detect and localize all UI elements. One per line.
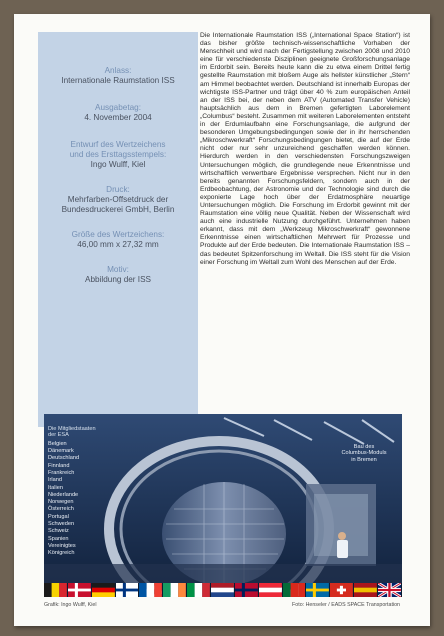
member-country: Schweiz [48,528,69,535]
photo-credit: Foto: Henseler / EADS SPACE Transportation [292,602,400,608]
columbus-caption-line: Bau des [353,444,375,450]
columbus-caption-line: Columbus-Moduls [341,450,387,457]
info-label: Anlass: [104,66,132,75]
info-label: und des Ersttagsstempels: [69,150,167,159]
flag-frankreich-icon [139,583,163,597]
esa-members-heading [48,426,128,439]
member-country: Niederlande [48,491,79,498]
flag-finnland-icon [116,583,140,597]
flag-irland-icon [163,583,187,597]
info-value: Bundesdruckerei GmbH, Berlin [61,205,175,214]
flag-niederlande-icon [211,583,235,597]
members-heading-line: Die Mitgliedstaaten [48,426,96,432]
flag-norwegen-icon [235,583,259,597]
member-country: Dänemark [48,448,74,455]
member-country: Finnland [48,462,70,469]
esa-members-list [48,441,128,558]
info-label: Entwurf des Wertzeichens [70,140,166,149]
flag-vereinigtes-königreich-icon [378,583,402,597]
flag-österreich-icon [259,583,283,597]
member-country: Deutschland [48,455,80,462]
info-block [38,185,198,215]
member-country: Königreich [48,550,75,557]
info-label: Größe des Wertzeichens: [71,230,165,239]
info-value: Abbildung der ISS [85,275,151,284]
member-country: Portugal [48,513,69,520]
flag-deutschland-icon [92,583,116,597]
info-value: Internationale Raumstation ISS [61,76,175,85]
member-country: Belgien [48,440,67,447]
member-country: Norwegen [48,499,74,506]
info-label: Ausgabetag: [95,103,141,112]
info-block [38,265,198,285]
info-value: Ingo Wulff, Kiel [90,160,146,169]
graphic-credit: Grafik: Ingo Wulff, Kiel [44,602,97,608]
info-value: 4. November 2004 [84,113,152,122]
flag-spanien-icon [354,583,378,597]
member-country: Spanien [48,535,69,542]
flag-schweden-icon [306,583,330,597]
article-text: Die Internationale Raumstation ISS („International Space Station“) ist das bisher größte technisch-wissenschaftliche Vorhaben der Menschheit und wird nach der Fertigstellung zwischen 2008 und 2010 eine für verschiedenste Disziplinen geeignete Großforschungsanlage im Erdorbit sein. Bereits heute kann die zu etwa einem Drittel fertig gestellte Raumstation mit bloßem Auge als hellster künstlicher „Stern“ am Himmel beobachtet werden. Deutschland ist innerhalb Europas der wichtigste ISS-Partner und trägt über 40 % zum europäischen Anteil an der ISS bei, der neben dem ATV (Automated Transfer Vehicle) hauptsächlich aus dem in Bremen gefertigten Laborelement „Columbus“ besteht. Zusammen mit weiteren Laborelementen entsteht in der Erdumlaufbahn eine Forschungsanlage, die aufgrund der besonderen Umgebungsbedingungen sowie der in ihr herrschenden „Mikroschwerkraft“ Forschungsbedingungen bietet, die auf der Erde nicht oder nur sehr unzureichend geschaffen werden können. Hierdurch werden in den verschiedensten Forschungszweigen Untersuchungen möglich, die grundlegende neue Erkenntnisse und wirtschaftlich verwertbare Ergebnisse versprechen. Nicht nur in den bereits genannten Forschungsfeldern, sondern auch in der Erdbeobachtung, der Astronomie und der Technologie sind durch die exponierte Lage hoch über der Erdatmosphäre neuartige Untersuchungen möglich. Die Forschung im Erdorbit gewinnt mit der Raumstation eine völlig neue Qualität. Neben der Wissenschaft wird auch eine industrielle Nutzung durchgeführt. Unternehmen haben erkannt, dass mit dem „Werkzeug Mikroschwerkraft“ gewonnene Erkenntnisse einen wirtschaftlichen Mehrwert für Prozesse und Produkte auf der Erde bedeuten. Die Internationale Raumstation ISS – das bedeutet Spitzenforschung im Weltall. Die ISS steht für die Vision einer Forschung im Weltall zum Wohl des Menschen auf der Erde. [200,32,410,266]
member-country: Italien [48,484,63,491]
info-value: Mehrfarben-Offsetdruck der [67,195,169,204]
info-value: 46,00 mm x 27,32 mm [77,240,159,249]
member-country: Vereinigtes [48,542,76,549]
document-page [14,14,430,626]
info-label: Motiv: [107,265,129,274]
member-country: Österreich [48,506,74,513]
info-block [38,103,198,123]
member-country: Frankreich [48,470,75,476]
info-block [38,230,198,250]
columbus-caption-line: in Bremen [351,456,377,463]
info-block [38,140,198,170]
flag-dänemark-icon [68,583,92,597]
columbus-photo [44,414,402,597]
esa-flag-strip [44,583,402,597]
info-label: Druck: [106,185,130,194]
columbus-caption [336,444,392,463]
stamp-info-sidebar [38,32,198,427]
esa-member-states [48,426,128,558]
flag-belgien-icon [44,583,68,597]
flag-schweiz-icon [330,583,354,597]
member-country: Schweden [48,521,75,528]
flag-portugal-icon [283,583,307,597]
members-heading-line: der ESA [48,432,69,439]
info-block [38,66,198,86]
member-country: Irland [48,477,62,484]
flag-italien-icon [187,583,211,597]
